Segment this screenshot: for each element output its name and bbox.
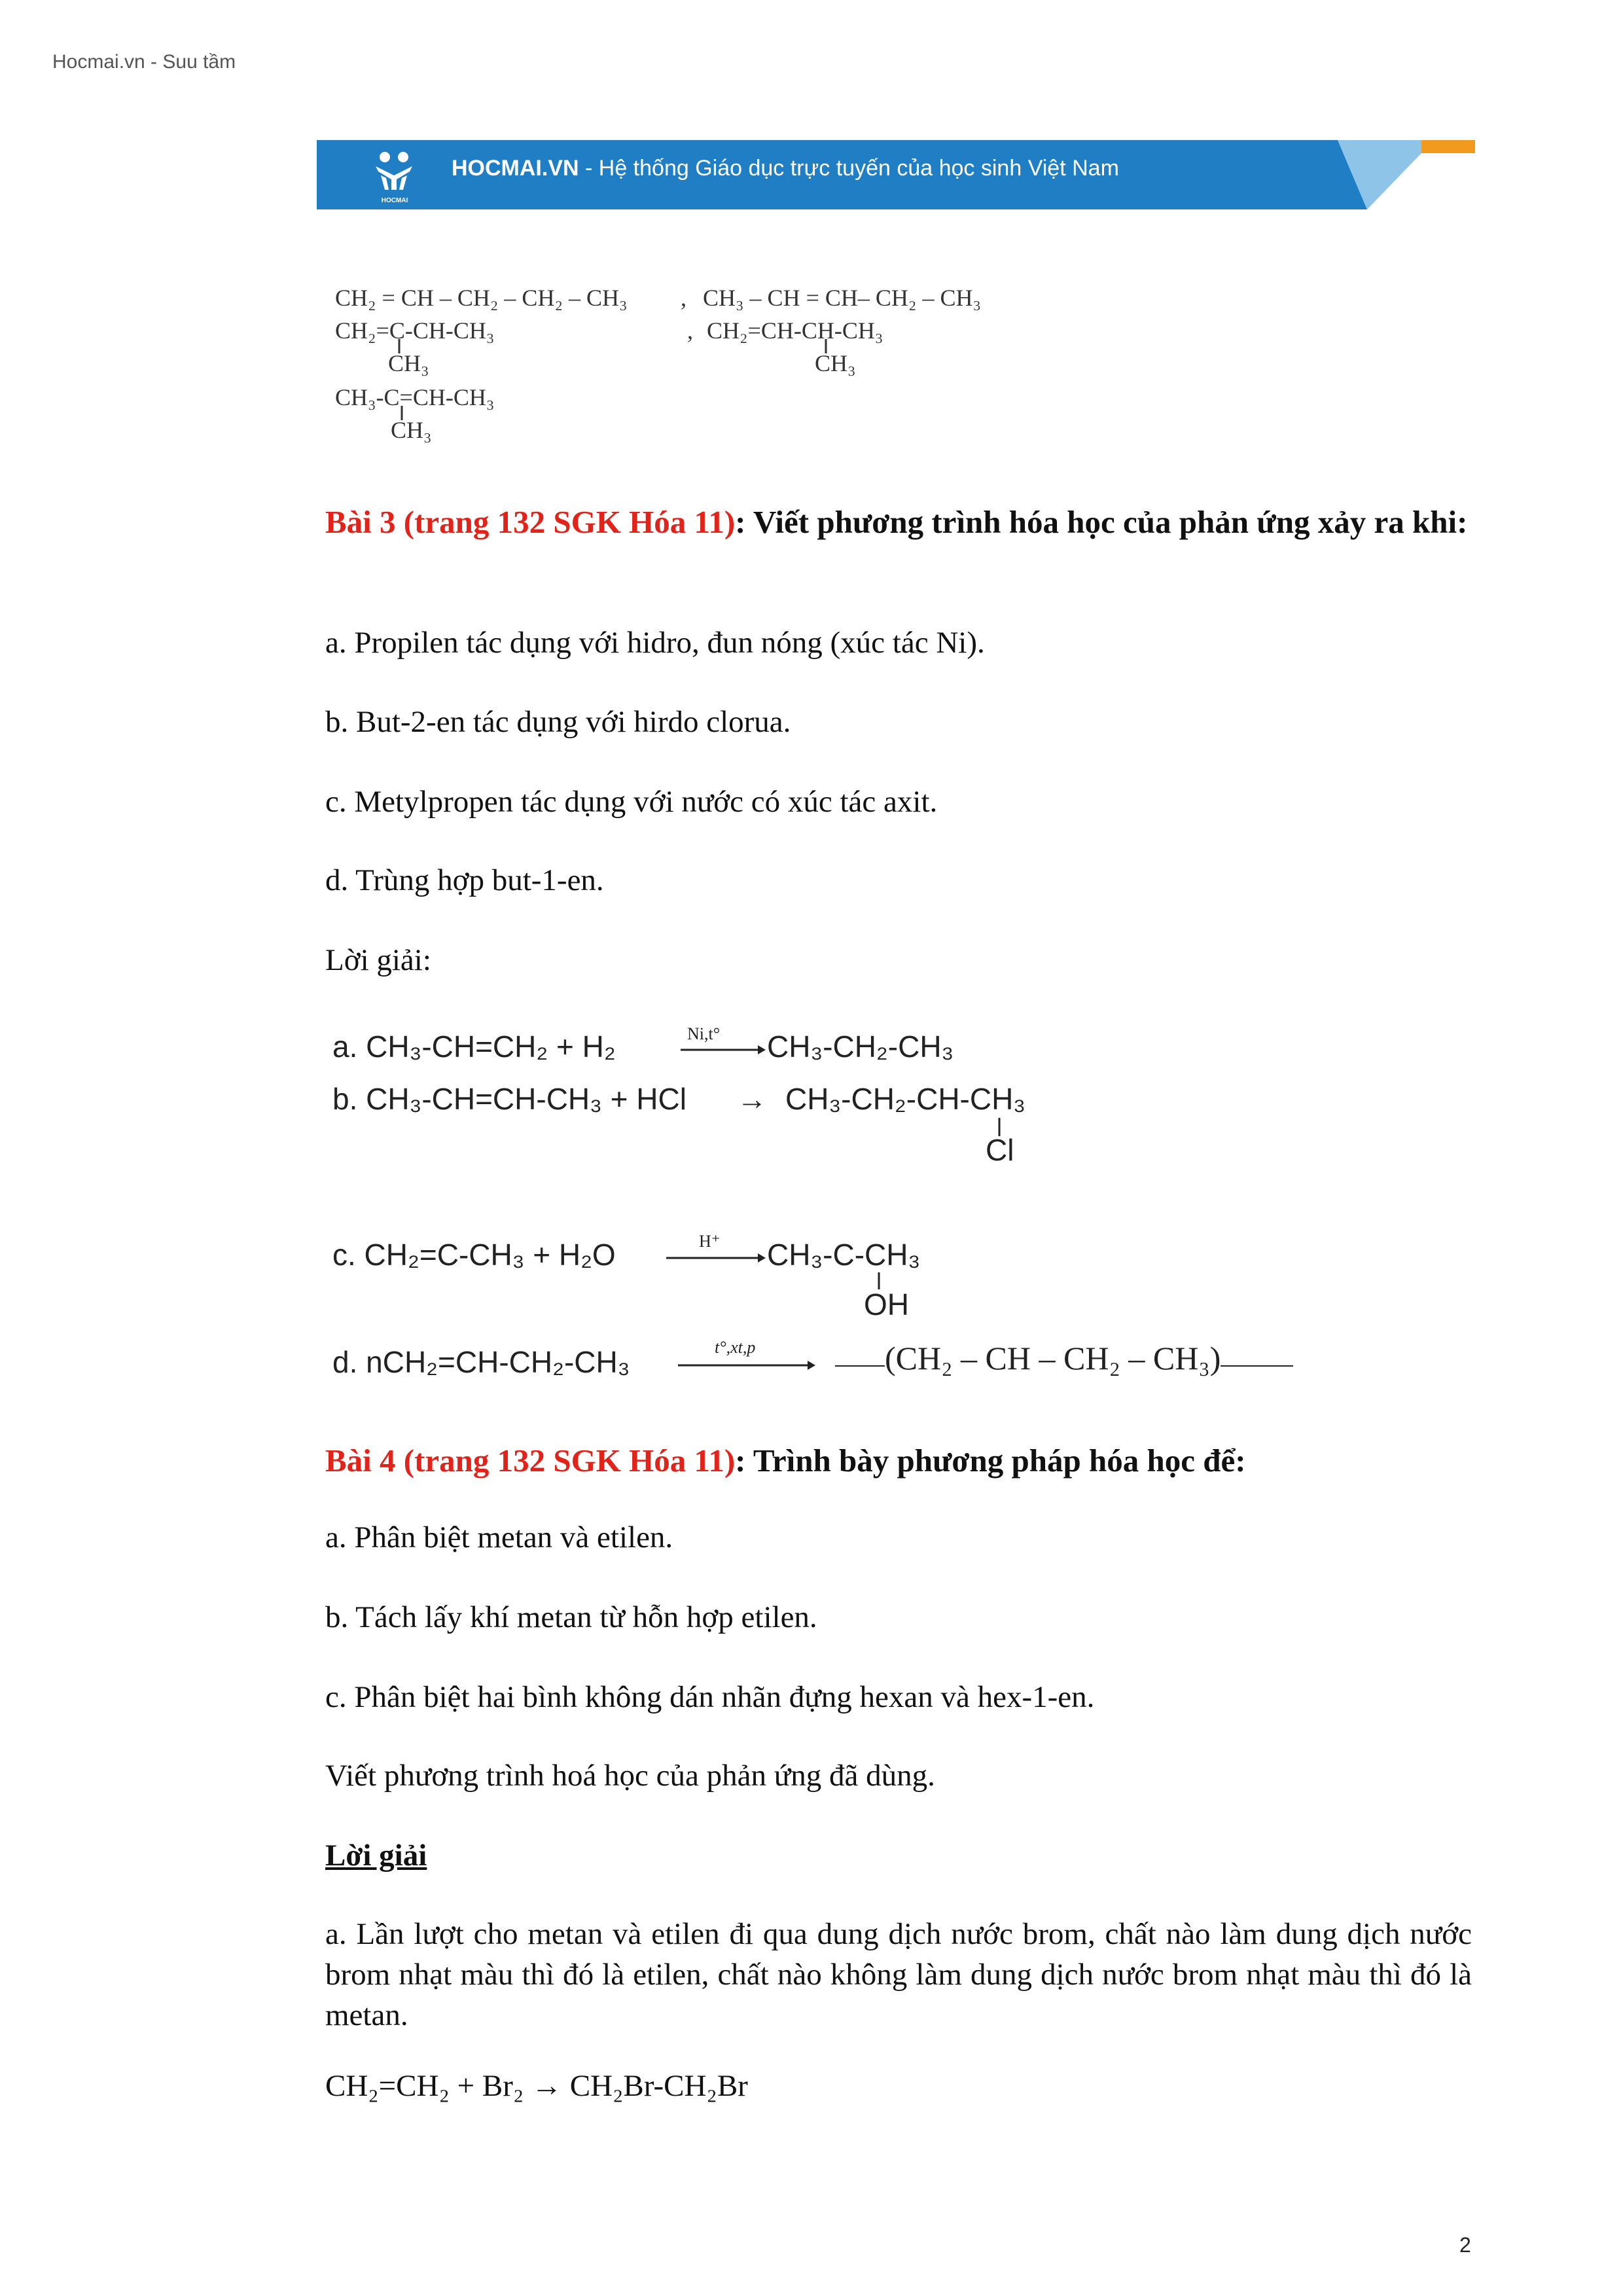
bai4-item-b: b. Tách lấy khí metan từ hỗn hợp etilen. — [325, 1600, 817, 1634]
eq-a-right: CH₃-CH₂-CH₃ — [767, 1030, 954, 1064]
bai4-item-a: a. Phân biệt metan và etilen. — [325, 1520, 673, 1554]
watermark-text: Hocmai.vn - Suu tầm — [52, 51, 236, 73]
bai3-title-ref: Bài 3 (trang 132 SGK Hóa 11) — [325, 504, 736, 540]
eq-d-arrow-icon — [678, 1359, 815, 1372]
bai4-title — [325, 1440, 1472, 1482]
eq-c-condition: H⁺ — [699, 1232, 721, 1251]
bai4-solution-label: Lời giải — [325, 1839, 427, 1873]
eq-b-right: CH₃-CH₂-CH-CH₃ — [785, 1082, 1026, 1116]
bai4-title-text: : Trình bày phương pháp hóa học để: — [735, 1443, 1246, 1479]
brand-tagline: - Hệ thống Giáo dục trực tuyến của học sinh Việt Nam — [579, 156, 1119, 181]
eq-a-condition: Ni,t° — [687, 1024, 721, 1043]
logo-caption: HOCMAI — [381, 197, 408, 204]
brand-name: HOCMAI.VN — [452, 156, 579, 181]
bai3-solution-label: Lời giải: — [325, 943, 431, 977]
isomer-5: CH₃-C=CH-CH₃ — [335, 384, 495, 410]
eq-c-left: c. CH₂=C-CH₃ + H₂O — [332, 1238, 616, 1272]
isomer-bonds — [0, 0, 1623, 458]
isomer-1: CH₂ = CH – CH₂ – CH₂ – CH₃ — [335, 285, 628, 311]
isomer-4: CH₂=CH-CH-CH₃ — [707, 317, 883, 344]
bai3-item-b: b. But-2-en tác dụng với hirdo clorua. — [325, 705, 791, 739]
isomer-3: CH₂=C-CH-CH₃ — [335, 317, 495, 344]
eq-b-branch: Cl — [986, 1133, 1014, 1167]
bai3-item-a: a. Propilen tác dụng với hidro, đun nóng (xúc tác Ni). — [325, 626, 985, 660]
eq-d-left: d. nCH₂=CH-CH₂-CH₃ — [332, 1345, 630, 1379]
eq-a-left: a. CH₃-CH=CH₂ + H₂ — [332, 1030, 616, 1064]
eq-d-right: (CH₂ – CH – CH₂ – CH₃) — [885, 1340, 1221, 1376]
isomer-2: CH₃ – CH = CH– CH₂ – CH₃ — [703, 285, 982, 311]
isomer-sep-1: , — [681, 285, 687, 311]
eq-c-right: CH₃-C-CH₃ — [767, 1238, 921, 1272]
bai4-item-c: c. Phân biệt hai bình không dán nhãn đựng hexan và hex-1-en. — [325, 1680, 1095, 1714]
bai3-title-text: : Viết phương trình hóa học của phản ứng xảy ra khi: — [735, 504, 1468, 540]
eq-b-bond — [997, 1118, 1001, 1136]
bai3-title — [325, 501, 1472, 543]
isomer-5-branch: CH₃ — [391, 417, 432, 443]
eq-c-branch: OH — [864, 1287, 909, 1321]
bai4-title-ref: Bài 4 (trang 132 SGK Hóa 11) — [325, 1443, 736, 1479]
eq-d-condition: t°,xt,p — [715, 1338, 756, 1357]
isomer-sep-2: , — [687, 317, 693, 344]
eq-b-left: b. CH₃-CH=CH-CH₃ + HCl — [332, 1082, 687, 1116]
page-number: 2 — [1459, 2233, 1471, 2257]
eq-a-arrow-icon — [681, 1043, 766, 1056]
eq-b-arrow-icon: → — [737, 1082, 767, 1116]
bai4-note: Viết phương trình hoá học của phản ứng đã dùng. — [325, 1759, 935, 1793]
eq-c-bond — [877, 1272, 881, 1289]
isomer-3-branch: CH₃ — [388, 350, 429, 376]
bai3-item-c: c. Metylpropen tác dụng với nước có xúc tác axit. — [325, 785, 938, 819]
isomer-4-branch: CH₃ — [815, 350, 856, 376]
eq-c-arrow-icon — [666, 1251, 766, 1265]
bai4-equation: CH₂=CH₂ + Br₂ → CH₂Br-CH₂Br — [325, 2069, 748, 2103]
bai3-item-d: d. Trùng hợp but-1-en. — [325, 863, 604, 897]
bai4-answer-a: a. Lần lượt cho metan và etilen đi qua dung dịch nước brom, chất nào làm dung dịch nước brom nhạt màu thì đó là etilen, chất nào không làm dung dịch nước brom nhạt màu thì đó là metan. — [325, 1917, 1472, 2032]
